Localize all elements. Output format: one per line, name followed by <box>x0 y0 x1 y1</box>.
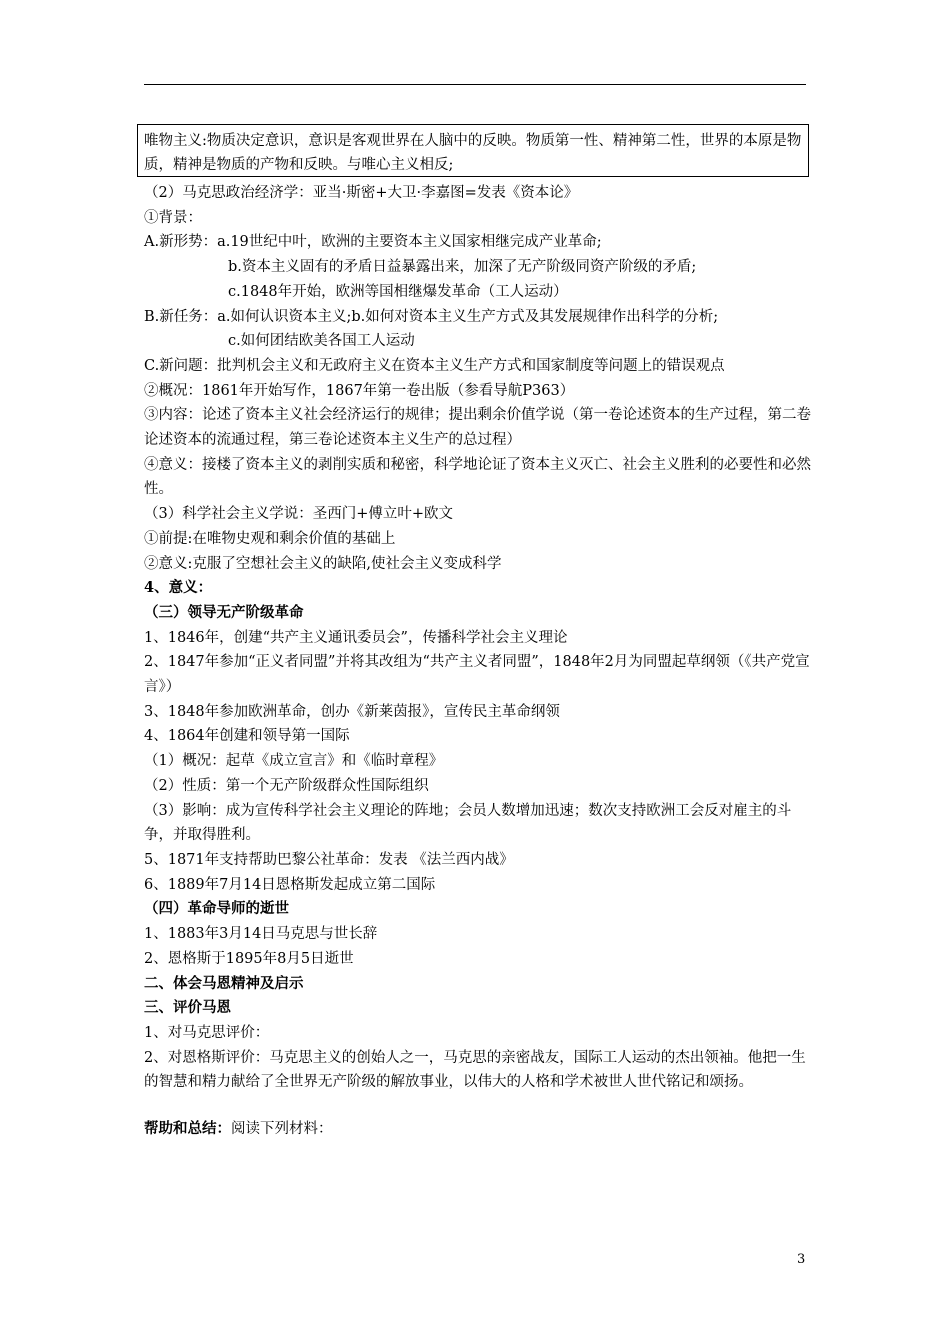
summary-line <box>144 1117 812 1142</box>
significance-line: ④意义：接楼了资本主义的剥削实质和秘密，科学地论证了资本主义灭亡、社会主义胜利的必要性和必然性。 <box>144 456 811 498</box>
section-political-economy: （2）马克思政治经济学：亚当·斯密+大卫·李嘉图=发表《资本论》 <box>144 185 579 201</box>
marx-evaluation: 1、对马克思评价： <box>144 1024 270 1041</box>
overview-line: ②概况：1861年开始写作，1867年第一卷出版（参看导航P363） <box>144 382 575 399</box>
new-situation-a: A.新形势：a.19世纪中叶，欧洲的主要资本主义国家相继完成产业革命; <box>144 234 602 251</box>
page-number: 3 <box>797 1252 806 1267</box>
summary-text: 阅读下列材料： <box>231 1121 333 1138</box>
premise-line: ①前提:在唯物史观和剩余价值的基础上 <box>144 530 396 547</box>
first-international-overview: （1）概况：起草《成立宣言》和《临时章程》 <box>144 753 444 770</box>
new-problem: C.新问题：批判机会主义和无政府主义在资本主义生产方式和国家制度等问题上的错误观点 <box>144 357 725 374</box>
header-rule <box>144 84 806 85</box>
meaning-line: ②意义:克服了空想社会主义的缺陷,使社会主义变成科学 <box>144 555 502 572</box>
first-international-nature: （2）性质：第一个无产阶级群众性国际组织 <box>144 777 429 794</box>
item-1846: 1、1846年，创建“共产主义通讯委员会”，传播科学社会主义理论 <box>144 629 568 646</box>
document-body <box>144 181 812 1142</box>
item-1883: 1、1883年3月14日马克思与世长辞 <box>144 926 378 943</box>
spacer <box>144 1095 812 1117</box>
new-situation-b: b.资本主义固有的矛盾日益暴露出来，加深了无产阶级同资产阶级的矛盾; <box>228 259 697 276</box>
content-line: ③内容：论述了资本主义社会经济运行的规律；提出剩余价值学说（第一卷论述资本的生产过程，第二卷论述资本的流通过程，第三卷论述资本主义生产的总过程） <box>144 407 811 449</box>
heading-lead-revolution: （三）领导无产阶级革命 <box>144 603 304 621</box>
item-1847: 2、1847年参加“正义者同盟”并将其改组为“共产主义者同盟”，1848年2月为同盟起草纲领（《共产党宣言》） <box>144 654 810 696</box>
heading-evaluation: 三、评价马恩 <box>144 999 231 1017</box>
new-task-ab: B.新任务：a.如何认识资本主义;b.如何对资本主义生产方式及其发展规律作出科学的分析; <box>144 308 719 325</box>
section-scientific-socialism: （3）科学社会主义学说：圣西门+傅立叶+欧文 <box>144 506 454 523</box>
item-1895: 2、恩格斯于1895年8月5日逝世 <box>144 950 354 967</box>
new-situation-c: c.1848年开始，欧洲等国相继爆发革命（工人运动） <box>228 283 568 300</box>
heading-passing: （四）革命导师的逝世 <box>144 900 289 918</box>
summary-label: 帮助和总结： <box>144 1120 231 1138</box>
item-1889: 6、1889年7月14日恩格斯发起成立第二国际 <box>144 876 436 893</box>
item-1848: 3、1848年参加欧洲革命，创办《新莱茵报》，宣传民主革命纲领 <box>144 703 560 720</box>
item-1871: 5、1871年支持帮助巴黎公社革命：发表 《法兰西内战》 <box>144 851 514 868</box>
background-heading: ①背景： <box>144 209 202 226</box>
heading-significance: 4、意义： <box>144 579 213 597</box>
materialism-definition-box: 唯物主义:物质决定意识，意识是客观世界在人脑中的反映。物质第一性、精神第二性，世界的本原是物质，精神是物质的产物和反映。与唯心主义相反; <box>137 124 809 177</box>
heading-spirit: 二、体会马恩精神及启示 <box>144 974 304 992</box>
new-task-c: c.如何团结欧美各国工人运动 <box>228 333 415 350</box>
item-1864: 4、1864年创建和领导第一国际 <box>144 728 350 745</box>
first-international-impact: （3）影响：成为宣传科学社会主义理论的阵地；会员人数增加迅速；数次支持欧洲工会反对雇主的斗争，并取得胜利。 <box>144 802 792 844</box>
engels-evaluation: 2、对恩格斯评价：马克思主义的创始人之一，马克思的亲密战友，国际工人运动的杰出领袖。他把一生的智慧和精力献给了全世界无产阶级的解放事业，以伟大的人格和学术被世人世代铭记和颂扬。 <box>144 1049 806 1091</box>
